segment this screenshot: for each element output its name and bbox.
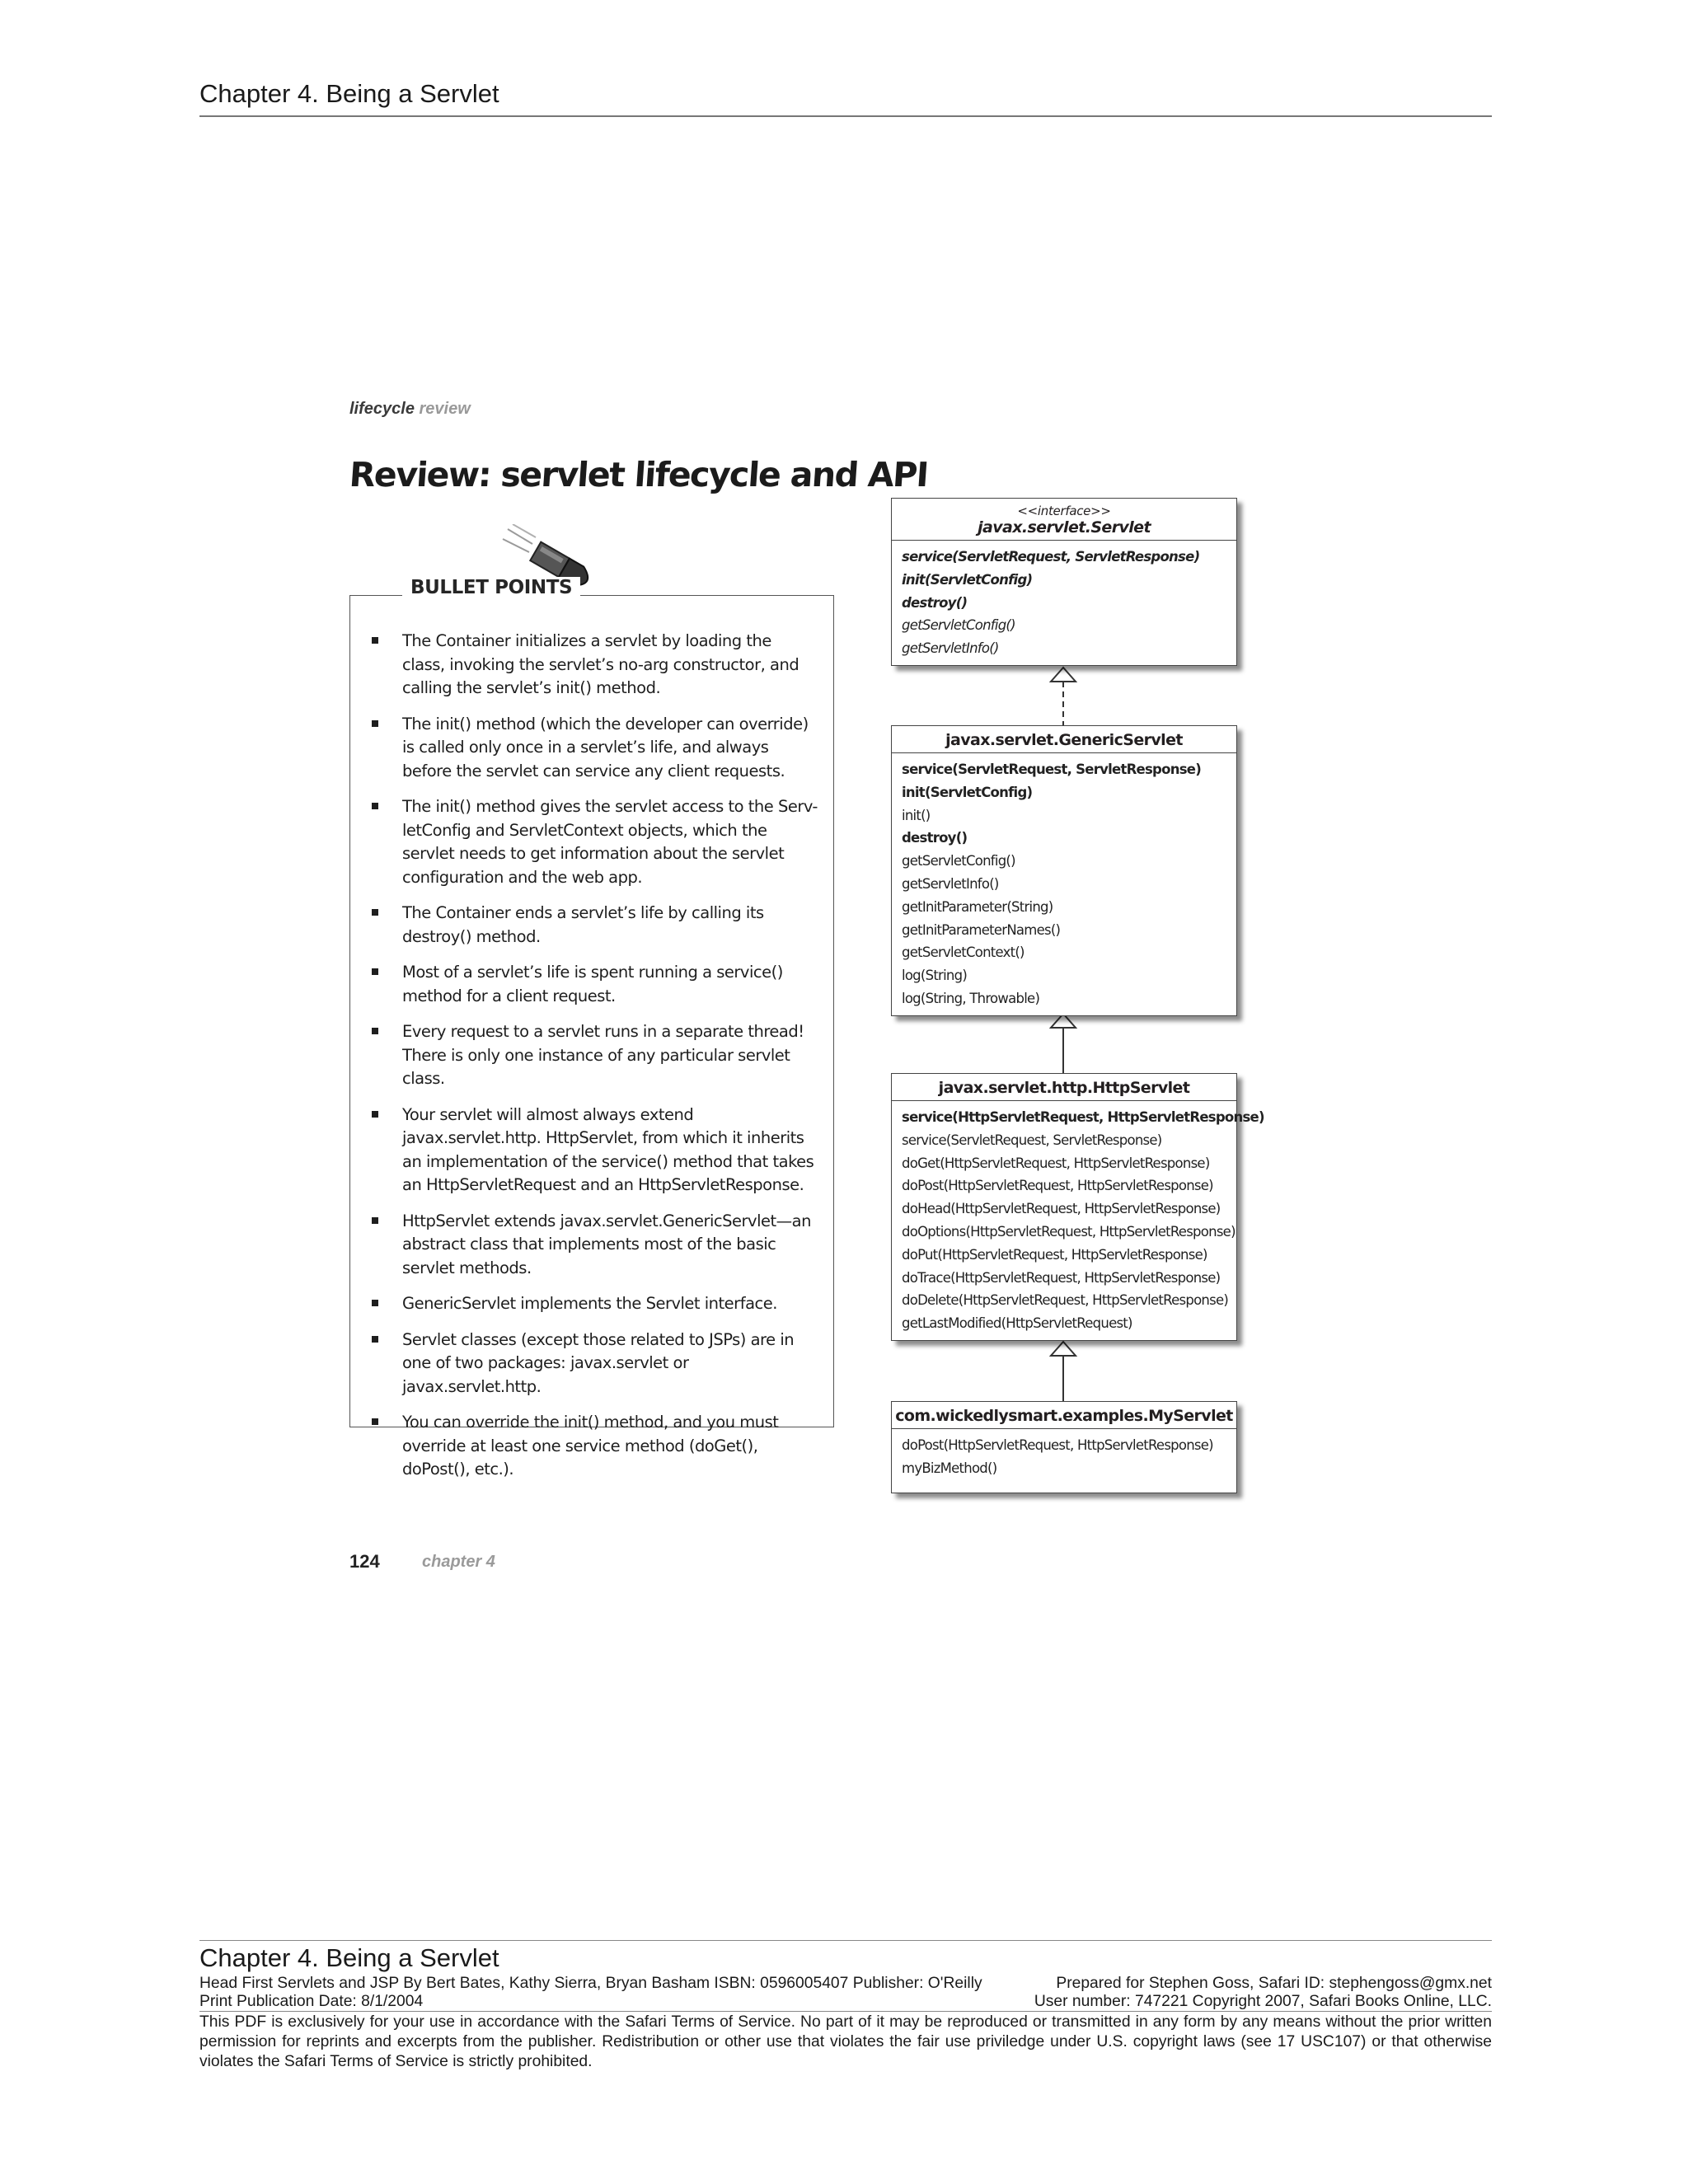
uml-method: getServletInfo() <box>902 640 999 657</box>
uml-class-name: javax.servlet.Servlet <box>978 518 1151 537</box>
uml-class-header <box>892 726 1236 753</box>
uml-method: doHead(HttpServletRequest, HttpServletResponse) <box>902 1201 1221 1217</box>
bullet-item: HttpServlet extends javax.servlet.GenericServlet—an abstract class that implements most of the basic servlet methods. <box>369 1210 818 1281</box>
bullet-item: The init() method gives the servlet access to the Serv-letConfig and ServletContext objects, which the servlet needs to get information about the servlet configuration and the web app. <box>369 795 818 889</box>
footer-publication-date: Print Publication Date: 8/1/2004 <box>199 1993 424 2010</box>
uml-method: doPut(HttpServletRequest, HttpServletResponse) <box>902 1246 1207 1263</box>
uml-class-httpservlet <box>891 1073 1264 1341</box>
uml-method: service(ServletRequest, ServletResponse) <box>902 549 1200 565</box>
header-rule <box>199 115 1492 117</box>
uml-method: doTrace(HttpServletRequest, HttpServletResponse) <box>902 1269 1221 1286</box>
uml-class-name: com.wickedlysmart.examples.MyServlet <box>895 1407 1233 1425</box>
kicker-part-1: lifecycle <box>349 400 415 418</box>
uml-method: getInitParameter(String) <box>902 898 1053 915</box>
kicker-part-2: review <box>419 400 471 418</box>
uml-method: init() <box>902 807 931 823</box>
running-header: Chapter 4. Being a Servlet <box>199 79 499 108</box>
uml-method: destroy() <box>902 830 968 846</box>
uml-method-list <box>892 1101 1264 1340</box>
uml-method-list <box>892 541 1236 665</box>
page-chapter-label: chapter 4 <box>422 1553 495 1571</box>
uml-method: init(ServletConfig) <box>902 784 1033 800</box>
uml-method: doPost(HttpServletRequest, HttpServletResponse) <box>902 1178 1213 1194</box>
uml-method: destroy() <box>902 594 968 611</box>
uml-method: init(ServletConfig) <box>902 571 1033 588</box>
uml-method: doGet(HttpServletRequest, HttpServletResponse) <box>902 1155 1210 1171</box>
bullet-item: The init() method (which the developer can override) is called only once in a servlet’s life, and always before the servlet can service any client requests. <box>369 713 818 784</box>
uml-class-name: javax.servlet.GenericServlet <box>945 731 1183 749</box>
bullet-points-label: BULLET POINTS <box>402 577 580 598</box>
page-number: 124 <box>349 1551 380 1572</box>
footer-legal-notice: This PDF is exclusively for your use in accordance with the Safari Terms of Service. No part of it may be reproduced or transmitted in any form by any means without the prior written permission for reprints and excerpts from the publisher. Redistribution or other use that violates the fair use priviledge under U.S. copyright laws (see 17 USC107) or that otherwise violates the Safari Terms of Service is strictly prohibited. <box>199 2013 1492 2070</box>
uml-class-servlet <box>891 498 1237 666</box>
uml-method: doPost(HttpServletRequest, HttpServletResponse) <box>902 1437 1213 1453</box>
bullet-item: The Container ends a servlet’s life by calling its destroy() method. <box>369 902 818 949</box>
uml-method: getServletConfig() <box>902 617 1015 634</box>
uml-method: getServletInfo() <box>902 875 999 892</box>
footer-rule <box>199 1940 1492 1941</box>
uml-method: service(HttpServletRequest, HttpServletResponse) <box>902 1109 1264 1125</box>
bullet-list <box>369 630 818 1494</box>
uml-method: getServletConfig() <box>902 853 1015 869</box>
inheritance-arrowhead <box>1051 1342 1076 1356</box>
uml-class-name: javax.servlet.http.HttpServlet <box>938 1079 1190 1097</box>
footer-line-2 <box>199 1993 1492 2011</box>
uml-method-list <box>892 753 1236 1015</box>
realization-arrowhead <box>1051 668 1076 682</box>
footer-rule <box>199 2011 1492 2012</box>
bullet-item: Servlet classes (except those related to JSPs) are in one of two packages: javax.servlet or javax.servlet.http. <box>369 1329 818 1399</box>
uml-method-list <box>892 1429 1236 1485</box>
uml-method: service(ServletRequest, ServletResponse) <box>902 762 1202 777</box>
bullet-item: Every request to a servlet runs in a separate thread! There is only one instance of any particular servlet class. <box>369 1020 818 1091</box>
bullet-item: You can override the init() method, and you must override at least one service method (doGet(), doPost(), etc.). <box>369 1411 818 1482</box>
uml-method: doOptions(HttpServletRequest, HttpServletResponse) <box>902 1223 1236 1240</box>
uml-method: getServletContext() <box>902 944 1025 961</box>
footer-book-info: Head First Servlets and JSP By Bert Bates, Kathy Sierra, Bryan Basham ISBN: 0596005407 Publisher: O'Reilly <box>199 1975 982 1992</box>
footer-line-1 <box>199 1975 1492 1993</box>
section-kicker <box>349 400 471 419</box>
uml-class-header <box>892 499 1236 541</box>
footer-title: Chapter 4. Being a Servlet <box>199 1943 499 1972</box>
uml-class-myservlet <box>891 1401 1237 1493</box>
uml-method: log(String) <box>902 968 968 984</box>
bullet-item: Your servlet will almost always extend javax.servlet.http. HttpServlet, from which it inherits an implementation of the service() method that takes an HttpServletRequest and an HttpServletResponse. <box>369 1104 818 1197</box>
uml-class-genericservlet <box>891 725 1237 1016</box>
uml-method: getLastModified(HttpServletRequest) <box>902 1315 1132 1332</box>
uml-method: service(ServletRequest, ServletResponse) <box>902 1132 1162 1148</box>
uml-class-header <box>892 1074 1236 1101</box>
footer-copyright: User number: 747221 Copyright 2007, Safari Books Online, LLC. <box>1034 1993 1492 2010</box>
page-title: Review: servlet lifecycle and API <box>348 455 930 494</box>
uml-method: log(String, Throwable) <box>902 990 1040 1006</box>
uml-method: myBizMethod() <box>902 1460 997 1476</box>
bullet-item: GenericServlet implements the Servlet interface. <box>369 1292 818 1316</box>
uml-class-header <box>892 1402 1236 1429</box>
uml-stereotype: <<interface>> <box>1017 504 1111 518</box>
bullet-item: Most of a servlet’s life is spent running a service() method for a client request. <box>369 961 818 1008</box>
uml-method: getInitParameterNames() <box>902 921 1061 938</box>
bullet-item: The Container initializes a servlet by loading the class, invoking the servlet’s no-arg constructor, and calling the servlet’s init() method. <box>369 630 818 701</box>
uml-method: doDelete(HttpServletRequest, HttpServletResponse) <box>902 1292 1229 1309</box>
footer-prepared-for: Prepared for Stephen Goss, Safari ID: stephengoss@gmx.net <box>1056 1975 1492 1992</box>
